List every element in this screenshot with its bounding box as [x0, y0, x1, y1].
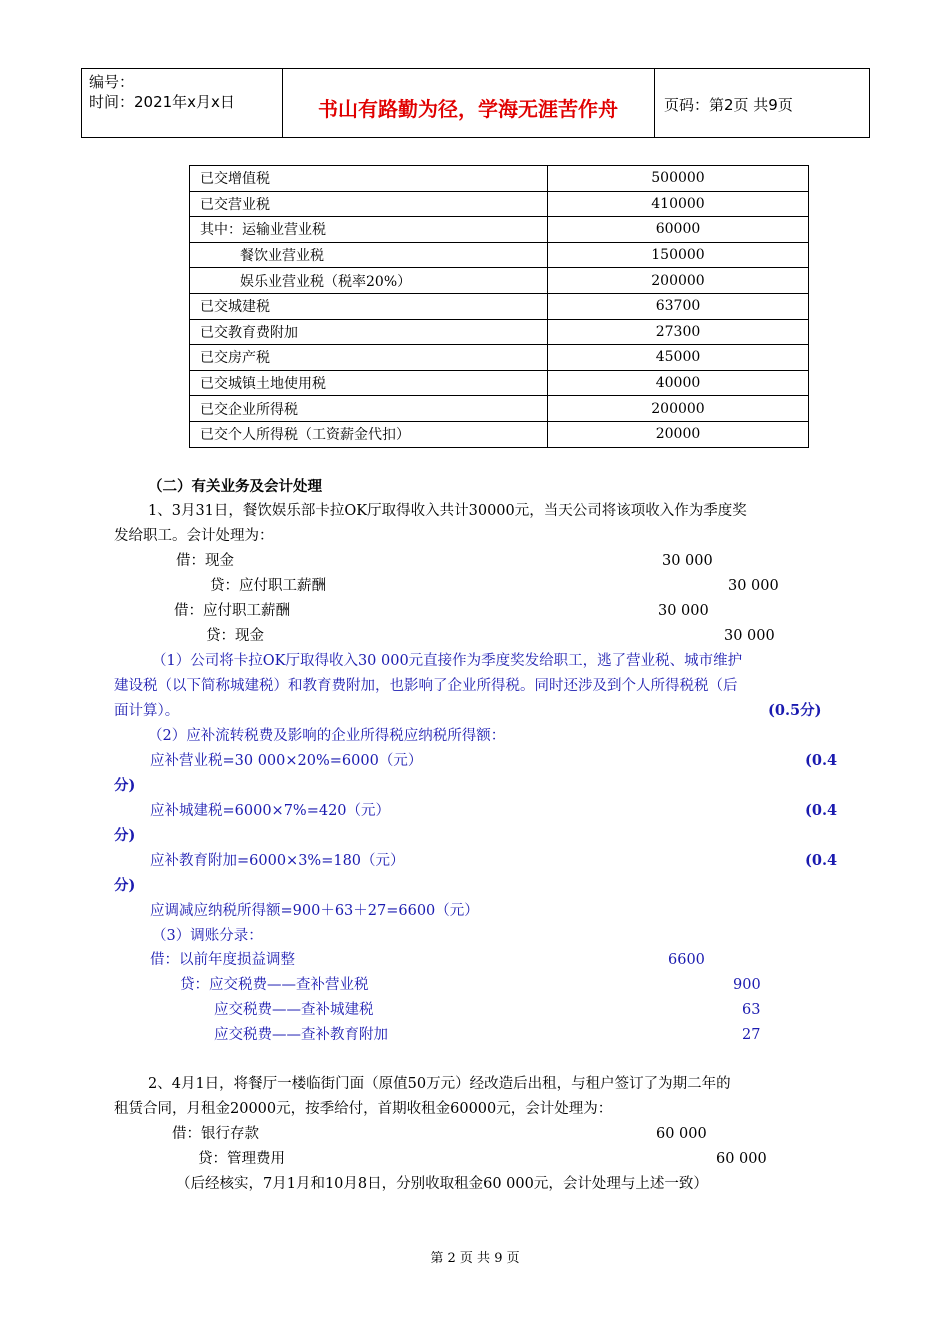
table-cell-amount: 45000 [548, 345, 809, 371]
table-row [190, 191, 809, 217]
page-header [81, 68, 870, 138]
entry1-debit-label: 借：现金 [176, 553, 234, 569]
section-title: （二）有关业务及会计处理 [148, 478, 322, 495]
adjust-credit3-amount: 27 [742, 1027, 761, 1043]
table-cell-amount: 200000 [548, 396, 809, 422]
table-row [190, 293, 809, 319]
answer2-urban-tax: 应补城建税=6000×7%=420（元） [150, 803, 391, 819]
date-label: 时间：2021年x月x日 [89, 93, 235, 111]
table-cell-amount: 500000 [548, 166, 809, 192]
table-cell-amount: 40000 [548, 370, 809, 396]
entry1-debit-amount: 30 000 [662, 553, 713, 569]
table-cell-amount: 20000 [548, 421, 809, 447]
table-cell-item: 已交城建税 [190, 293, 548, 319]
adjust-credit3-label: 应交税费——查补教育附加 [214, 1027, 388, 1043]
table-cell-amount: 150000 [548, 242, 809, 268]
answer1-line3: 面计算）。 [114, 703, 180, 719]
case1-text-line2: 发给职工。会计处理为： [114, 528, 274, 544]
table-cell-item: 已交房产税 [190, 345, 548, 371]
answer2-business-tax: 应补营业税=30 000×20%=6000（元） [150, 753, 423, 769]
table-row [190, 166, 809, 192]
table-cell-amount: 60000 [548, 217, 809, 243]
case1-text-line1: 1、3月31日，餐饮娱乐部卡拉OK厅取得收入共计30000元，当天公司将该项收入作为季度奖 [148, 503, 747, 519]
answer2-income-adjust: 应调减应纳税所得额=900＋63＋27=6600（元） [150, 903, 479, 919]
answer2-education-surcharge: 应补教育附加=6000×3%=180（元） [150, 853, 405, 869]
case2-debit-label: 借：银行存款 [172, 1126, 259, 1142]
header-motto: 书山有路勤为径，学海无涯苦作舟 [318, 97, 618, 121]
case2-note: （后经核实，7月1月和10月8日，分别收取租金60 000元，会计处理与上述一致） [176, 1176, 708, 1192]
table-row [190, 217, 809, 243]
answer3-title: （3）调账分录： [152, 928, 263, 944]
answer2-title: （2）应补流转税费及影响的企业所得税应纳税所得额： [148, 728, 506, 744]
entry2-credit-amount: 30 000 [724, 628, 775, 644]
answer1-line2: 建设税（以下简称城建税）和教育费附加，也影响了企业所得税。同时还涉及到个人所得税税（后 [114, 678, 738, 694]
case2-debit-amount: 60 000 [656, 1126, 707, 1142]
adjust-debit-label: 借：以前年度损益调整 [150, 952, 295, 968]
table-cell-item: 已交教育费附加 [190, 319, 548, 345]
score-business-tax: (0.4 [805, 752, 838, 769]
table-row [190, 242, 809, 268]
header-page-number: 页码：第2页 共9页 [664, 96, 793, 114]
adjust-credit2-amount: 63 [742, 1002, 761, 1018]
entry1-credit-amount: 30 000 [728, 578, 779, 594]
tax-paid-table [189, 165, 809, 448]
table-cell-amount: 200000 [548, 268, 809, 294]
header-divider-2 [654, 69, 655, 137]
table-cell-item: 已交企业所得税 [190, 396, 548, 422]
table-cell-item: 已交个人所得税（工资薪金代扣） [190, 421, 548, 447]
adjust-credit2-label: 应交税费——查补城建税 [214, 1002, 374, 1018]
serial-label: 编号： [89, 73, 135, 91]
entry2-debit-amount: 30 000 [658, 603, 709, 619]
case2-credit-amount: 60 000 [716, 1151, 767, 1167]
case2-text-line2: 租赁合同，月租金20000元，按季给付，首期收租金60000元，会计处理为： [114, 1101, 613, 1117]
score-unit-business-tax: 分) [114, 777, 136, 794]
table-cell-item: 餐饮业营业税 [190, 242, 548, 268]
entry2-credit-label: 贷：现金 [206, 628, 264, 644]
table-cell-amount: 410000 [548, 191, 809, 217]
entry2-debit-label: 借：应付职工薪酬 [174, 603, 290, 619]
entry1-credit-label: 贷：应付职工薪酬 [210, 578, 326, 594]
table-cell-item: 已交城镇土地使用税 [190, 370, 548, 396]
score-urban-tax: (0.4 [805, 802, 838, 819]
score-unit-urban-tax: 分) [114, 827, 136, 844]
header-meta [89, 72, 235, 112]
adjust-credit1-label: 贷：应交税费——查补营业税 [180, 977, 369, 993]
table-row [190, 319, 809, 345]
case2-text-line1: 2、4月1日，将餐厅一楼临街门面（原值50万元）经改造后出租，与租户签订了为期二年的 [148, 1076, 731, 1092]
table-row [190, 268, 809, 294]
table-row [190, 370, 809, 396]
page-footer: 第 2 页 共 9 页 [430, 1251, 520, 1266]
table-row [190, 345, 809, 371]
header-border-right [869, 69, 870, 137]
header-border-left [81, 69, 82, 137]
table-cell-item: 已交增值税 [190, 166, 548, 192]
case2-credit-label: 贷：管理费用 [198, 1151, 285, 1167]
table-cell-item: 娱乐业营业税（税率20%） [190, 268, 548, 294]
table-cell-item: 其中：运输业营业税 [190, 217, 548, 243]
score-education-surcharge: (0.4 [805, 852, 838, 869]
table-row [190, 396, 809, 422]
table-cell-amount: 63700 [548, 293, 809, 319]
table-cell-item: 已交营业税 [190, 191, 548, 217]
table-cell-amount: 27300 [548, 319, 809, 345]
score-unit-education-surcharge: 分) [114, 877, 136, 894]
answer1-line1: （1）公司将卡拉OK厅取得收入30 000元直接作为季度奖发给职工，逃了营业税、城市维护 [152, 653, 743, 669]
adjust-credit1-amount: 900 [733, 977, 761, 993]
table-row [190, 421, 809, 447]
answer1-score: (0.5分) [768, 702, 822, 719]
adjust-debit-amount: 6600 [668, 952, 705, 968]
